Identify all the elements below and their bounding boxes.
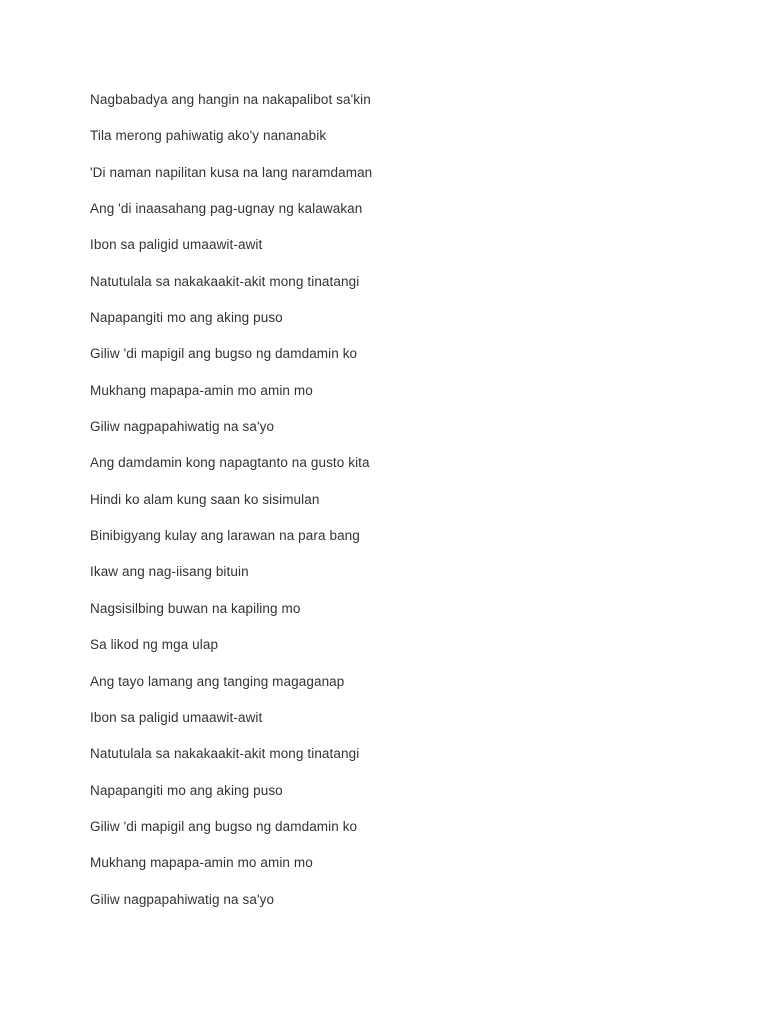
lyric-line: Mukhang mapapa-amin mo amin mo <box>90 855 313 871</box>
lyric-line: Natutulala sa nakakaakit-akit mong tinatangi <box>90 746 360 762</box>
lyric-line: Nagsisilbing buwan na kapiling mo <box>90 600 301 616</box>
lyric-line: Tila merong pahiwatig ako'y nananabik <box>90 128 327 144</box>
lyric-line: Ibon sa paligid umaawit-awit <box>90 709 263 725</box>
lyric-line: Natutulala sa nakakaakit-akit mong tinatangi <box>90 273 360 289</box>
lyric-line: Ibon sa paligid umaawit-awit <box>90 237 263 253</box>
lyric-line: Napapangiti mo ang aking puso <box>90 782 283 798</box>
lyric-line: Napapangiti mo ang aking puso <box>90 310 283 326</box>
lyric-line: Giliw 'di mapigil ang bugso ng damdamin ko <box>90 818 358 834</box>
lyric-line: Binibigyang kulay ang larawan na para bang <box>90 528 360 544</box>
lyric-line: Hindi ko alam kung saan ko sisimulan <box>90 491 320 507</box>
lyric-line: Ang damdamin kong napagtanto na gusto kita <box>90 455 370 471</box>
lyric-line: Nagbabadya ang hangin na nakapalibot sa'kin <box>90 92 371 107</box>
lyric-line: Giliw nagpapahiwatig na sa'yo <box>90 891 275 907</box>
lyric-line: Giliw 'di mapigil ang bugso ng damdamin ko <box>90 346 358 362</box>
lyric-line: Mukhang mapapa-amin mo amin mo <box>90 382 313 398</box>
lyrics-list <box>90 90 372 926</box>
lyric-line: Giliw nagpapahiwatig na sa'yo <box>90 419 275 435</box>
lyric-line: Ang tayo lamang ang tanging magaganap <box>90 673 345 689</box>
lyric-line: Ikaw ang nag-iisang bituin <box>90 564 249 580</box>
lyric-line: Sa likod ng mga ulap <box>90 637 219 653</box>
lyric-line: 'Di naman napilitan kusa na lang naramdaman <box>90 164 373 180</box>
lyric-line: Ang 'di inaasahang pag-ugnay ng kalawakan <box>90 201 363 217</box>
